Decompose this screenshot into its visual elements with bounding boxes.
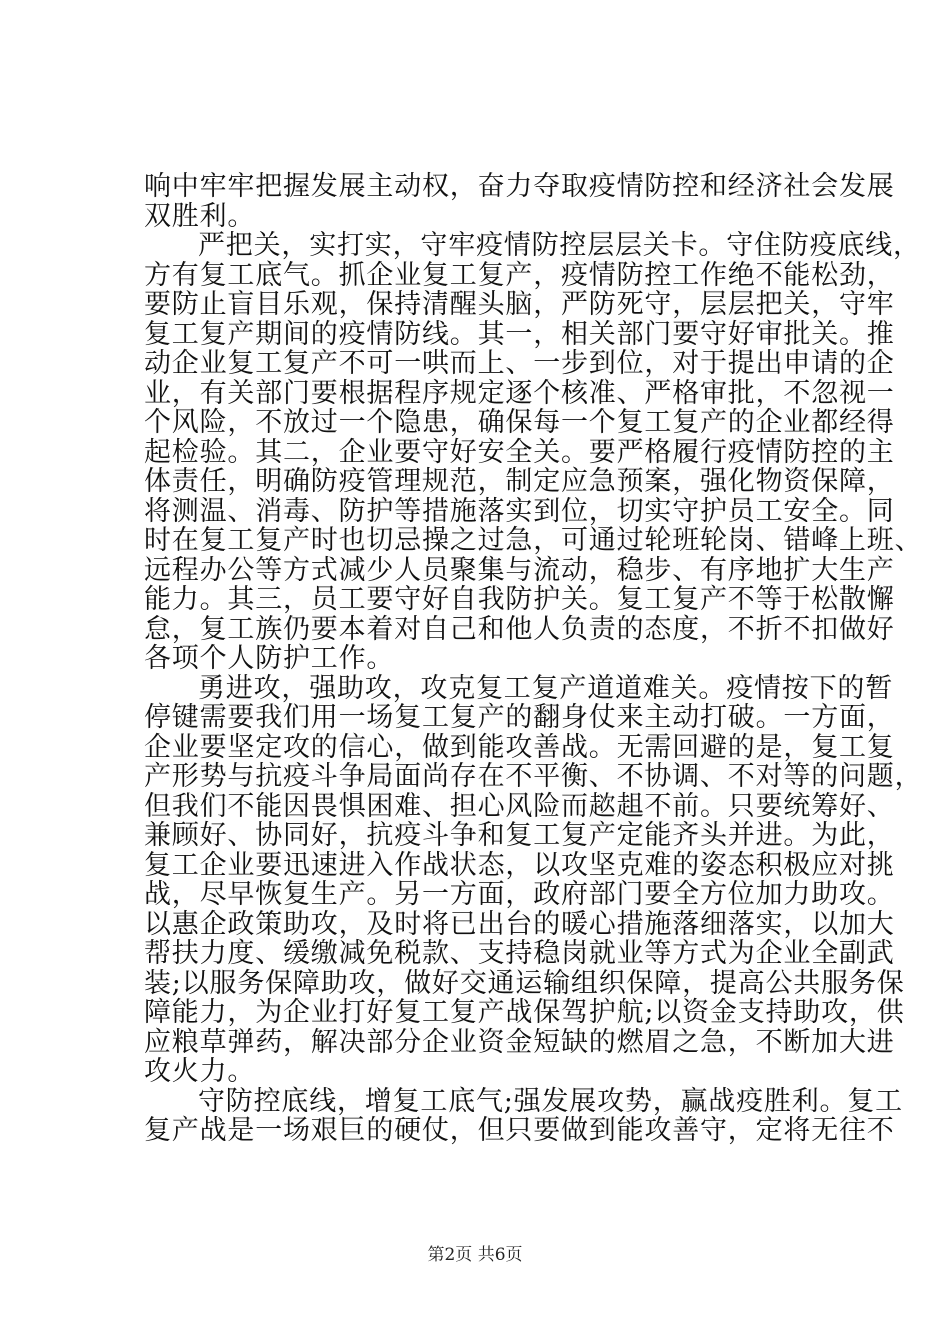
text-line: 企业要坚定攻的信心，做到能攻善战。无需回避的是，复工复 <box>144 731 895 763</box>
text-line: 停键需要我们用一场复工复产的翻身仗来主动打破。一方面， <box>144 702 895 733</box>
page-number: 第2页 共6页 <box>427 1245 523 1265</box>
text-line: 体责任，明确防疫管理规范，制定应急预案，强化物资保障， <box>144 466 895 497</box>
paragraph <box>144 171 895 232</box>
page-footer <box>0 1240 950 1265</box>
text-line: 严把关，实打实，守牢疫情防控层层关卡。守住防疫底线， <box>198 230 921 261</box>
text-line: 业，有关部门要根据程序规定逐个核准、严格审批，不忽视一 <box>144 377 895 409</box>
text-line: 兼顾好、协同好，抗疫斗争和复工复产定能齐头并进。为此， <box>144 820 895 851</box>
text-line: 守防控底线，增复工底气;强发展攻势，赢战疫胜利。复工 <box>198 1085 903 1117</box>
paragraph <box>144 672 923 1087</box>
text-line: 但我们不能因畏惧困难、担心风险而趑趄不前。只要统筹好、 <box>144 790 895 822</box>
text-line: 复产战是一场艰巨的硬仗，但只要做到能攻善守，定将无往不 <box>144 1115 895 1146</box>
document-body <box>144 171 923 1146</box>
text-line: 将测温、消毒、防护等措施落实到位，切实守护员工安全。同 <box>144 495 895 527</box>
text-line: 帮扶力度、缓缴减免税款、支持稳岗就业等方式为企业全副武 <box>144 938 895 969</box>
text-line: 动企业复工复产不可一哄而上、一步到位，对于提出申请的企 <box>144 348 895 379</box>
text-line: 产形势与抗疫斗争局面尚存在不平衡、不协调、不对等的问题， <box>144 761 923 792</box>
text-line: 双胜利。 <box>144 200 256 232</box>
text-line: 战，尽早恢复生产。另一方面，政府部门要全方位加力助攻。 <box>144 879 895 910</box>
text-line: 应粮草弹药，解决部分企业资金短缺的燃眉之急，不断加大进 <box>144 1026 895 1058</box>
text-line: 要防止盲目乐观，保持清醒头脑，严防死守，层层把关，守牢 <box>144 289 895 320</box>
text-line: 装;以服务保障助攻，做好交通运输组织保障，提高公共服务保 <box>144 967 905 999</box>
text-line: 响中牢牢把握发展主动权，奋力夺取疫情防控和经济社会发展 <box>144 171 895 202</box>
text-line: 攻火力。 <box>144 1056 256 1087</box>
text-line: 怠，复工族仍要本着对自己和他人负责的态度，不折不扣做好 <box>144 613 895 645</box>
text-line: 以惠企政策助攻，及时将已出台的暖心措施落细落实，以加大 <box>144 908 895 940</box>
text-line: 复工企业要迅速进入作战状态，以攻坚克难的姿态积极应对挑 <box>144 849 895 881</box>
text-line: 勇进攻，强助攻，攻克复工复产道道难关。疫情按下的暂 <box>198 672 893 704</box>
text-line: 障能力，为企业打好复工复产战保驾护航;以资金支持助攻，供 <box>144 997 905 1028</box>
paragraph <box>144 230 923 674</box>
text-line: 时在复工复产时也切忌操之过急，可通过轮班轮岗、错峰上班、 <box>144 525 923 556</box>
text-line: 起检验。其二，企业要守好安全关。要严格履行疫情防控的主 <box>144 436 895 468</box>
paragraph <box>144 1085 903 1146</box>
text-line: 复工复产期间的疫情防线。其一，相关部门要守好审批关。推 <box>144 318 895 350</box>
text-line: 个风险，不放过一个隐患，确保每一个复工复产的企业都经得 <box>144 407 895 438</box>
text-line: 方有复工底气。抓企业复工复产，疫情防控工作绝不能松劲， <box>144 259 895 291</box>
text-line: 能力。其三，员工要守好自我防护关。复工复产不等于松散懈 <box>144 584 895 615</box>
text-line: 远程办公等方式减少人员聚集与流动，稳步、有序地扩大生产 <box>144 554 895 586</box>
text-line: 各项个人防护工作。 <box>144 643 395 674</box>
